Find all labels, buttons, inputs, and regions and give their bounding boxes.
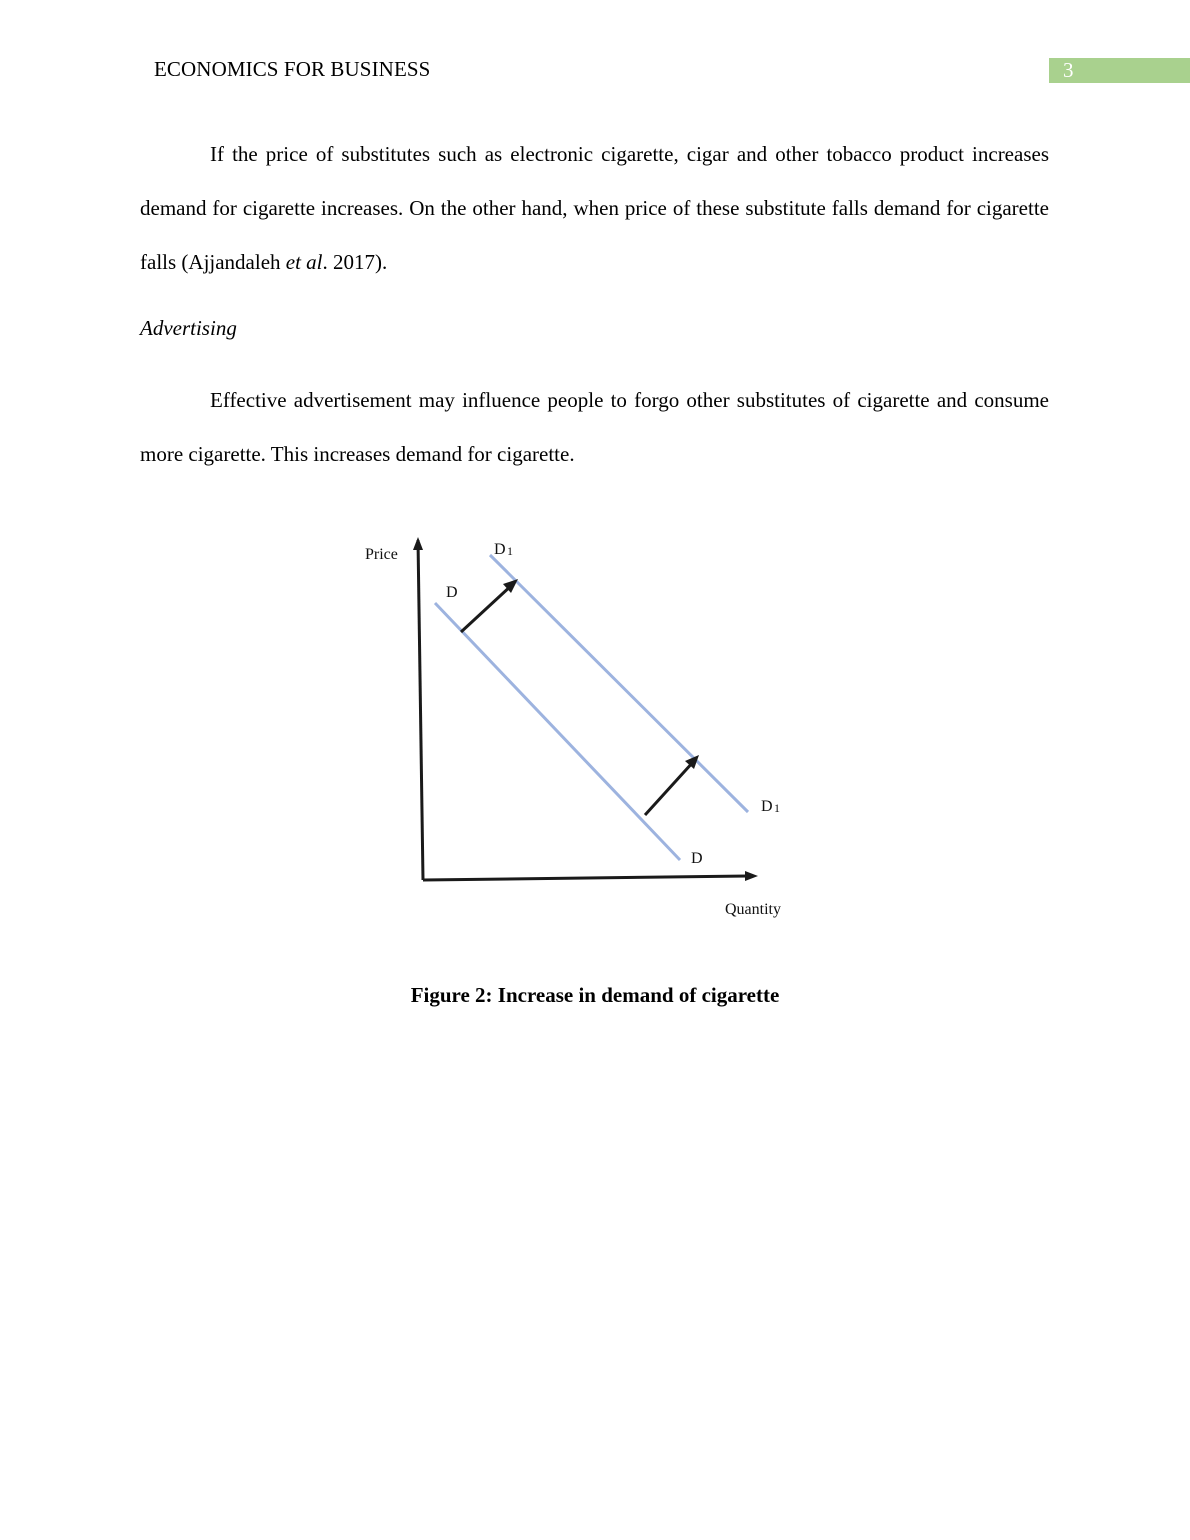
paragraph-advertising: Effective advertisement may influence people to forgo other substitutes of cigarette and consume more cigarette. This increases demand for cigarette. bbox=[140, 388, 1049, 466]
x-axis-arrowhead bbox=[745, 871, 758, 881]
y-axis-arrowhead bbox=[413, 537, 423, 550]
subheading-advertising: Advertising bbox=[140, 316, 237, 340]
figure-caption: Figure 2: Increase in demand of cigarette bbox=[410, 983, 780, 1007]
citation-et-al: et al bbox=[285, 250, 323, 274]
y-axis bbox=[418, 540, 423, 880]
demand-shift-figure bbox=[355, 525, 800, 925]
x-axis-label: Quantity bbox=[725, 901, 781, 918]
shift-arrow-upper bbox=[461, 584, 513, 632]
curve-d1-label-bottom-letter: D bbox=[761, 798, 773, 815]
running-head-title: ECONOMICS FOR BUSINESS bbox=[154, 57, 431, 81]
paragraph-substitutes bbox=[140, 127, 1049, 289]
demand-curve-d bbox=[435, 603, 680, 860]
curve-d-label-top: D bbox=[446, 584, 458, 601]
curve-d1-label-bottom bbox=[761, 798, 780, 815]
shift-arrow-lower bbox=[645, 761, 694, 815]
curve-d1-label-top-letter: D bbox=[494, 541, 506, 558]
y-axis-label: Price bbox=[365, 546, 398, 563]
page-number-box bbox=[1049, 58, 1190, 83]
curve-d1-label-top bbox=[494, 541, 513, 558]
curve-d-label-bottom: D bbox=[691, 850, 703, 867]
curve-d1-label-top-subscript: 1 bbox=[507, 544, 513, 558]
curve-d1-label-bottom-subscript: 1 bbox=[774, 801, 780, 815]
x-axis bbox=[423, 876, 748, 880]
paragraph-substitutes-end: . 2017). bbox=[322, 250, 388, 274]
paragraph-substitutes-text: If the price of substitutes such as electronic cigarette, cigar and other tobacco product increases demand for cigarette increases. On the other hand, when price of these substitute falls demand for cigarette falls (Ajjandaleh bbox=[140, 142, 1049, 274]
demand-curve-d1 bbox=[490, 555, 748, 812]
page-number: 3 bbox=[1063, 58, 1074, 82]
